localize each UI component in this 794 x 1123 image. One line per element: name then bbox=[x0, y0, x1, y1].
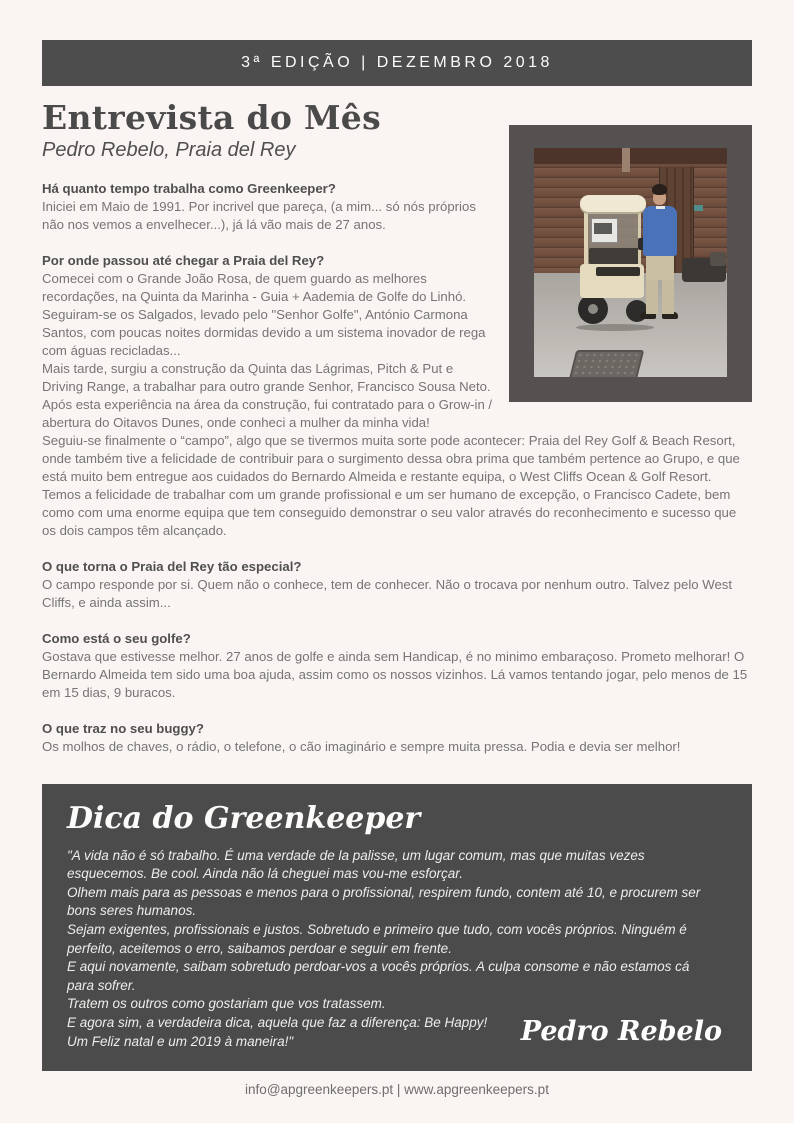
content-area bbox=[42, 98, 752, 1097]
answer-paragraph: Gostava que estivesse melhor. 27 anos de golfe e ainda sem Handicap, é no minimo embaraçoso. Prometo melhorar! O Bernardo Almeida tem sido uma boa ajuda, assim como os nossos vizinhos. Lá vamos tentando jogar, pelo menos de 15 em 15 dias, 9 buracos. bbox=[42, 648, 748, 700]
buggy-roof bbox=[580, 195, 646, 212]
answer-paragraph: Mais tarde, surgiu a construção da Quinta das Lágrimas, Pitch & Put e Driving Range, a trabalhar para outro grande Senhor, Francisco Sousa Neto. bbox=[42, 360, 491, 394]
answer-paragraph: O campo responde por si. Quem não o conhece, tem de conhecer. Não o trocava por nenhum outro. Talvez pelo West Cliffs, e ainda assim... bbox=[42, 576, 733, 610]
signature: Pedro Rebelo bbox=[520, 1015, 722, 1047]
photo-door-sign bbox=[694, 205, 703, 211]
qa-section-buggy bbox=[42, 720, 752, 756]
tip-line: Olhem mais para as pessoas e menos para o profissional, respirem fundo, contem até 10, e procurem ser bons seres humanos. bbox=[67, 884, 701, 919]
person-trousers bbox=[646, 254, 674, 280]
qa-section-especial bbox=[42, 558, 752, 612]
footer-contacts: info@apgreenkeepers.pt | www.apgreenkeepers.pt bbox=[245, 1081, 549, 1097]
interview-photo bbox=[534, 148, 727, 377]
answer-paragraph: Comecei com o Grande João Rosa, de quem guardo as melhores recordações, na Quinta da Marinha - Guia + Aademia de Golfe do Linhó. bbox=[42, 270, 467, 304]
tip-line: Tratem os outros como gostariam que vos tratassem. bbox=[67, 996, 386, 1012]
answer-paragraph: Os molhos de chaves, o rádio, o telefone, o cão imaginário e sempre muita pressa. Podia e devia ser melhor! bbox=[42, 738, 681, 754]
person-hair bbox=[652, 184, 667, 195]
buggy-posted-paper-print bbox=[594, 223, 612, 234]
answer-paragraph: Seguiram-se os Salgados, levado pelo "Senhor Golfe", António Carmona Santos, com poucas noites dormidas devido a um sistema inovador de rega com águas recicladas... bbox=[42, 306, 486, 358]
question: Por onde passou até chegar a Praia del Rey? bbox=[42, 252, 325, 268]
tip-box bbox=[42, 784, 752, 1071]
buggy-wheel-hub bbox=[588, 304, 598, 314]
tip-line: Sejam exigentes, profissionais e justos. Sobretudo e primeiro que tudo, com vocês próprios. Ninguém é perfeito, aceitemos o erro, saibamos perdoar e seguir em frente. bbox=[67, 922, 687, 956]
person-blue-sweater bbox=[643, 206, 677, 256]
tip-box-title: Dica do Greenkeeper bbox=[67, 800, 421, 836]
page-subtitle: Pedro Rebelo, Praia del Rey bbox=[42, 138, 296, 161]
photo-roof-beam bbox=[534, 148, 727, 164]
photo-equipment-pile-2 bbox=[710, 252, 726, 266]
qa-section-golfe bbox=[42, 630, 752, 702]
person-collar bbox=[656, 206, 665, 209]
tip-line: Um Feliz natal e um 2019 à maneira!" bbox=[67, 1033, 294, 1049]
buggy-posted-paper bbox=[591, 218, 618, 243]
photo-frame bbox=[509, 125, 752, 402]
answer-paragraph: Iniciei em Maio de 1991. Por incrivel que pareça, (a mim... só nós próprios não nos vemos a envelhecer...), já lá vão mais de 27 anos. bbox=[42, 198, 476, 232]
tip-line: E agora sim, a verdadeira dica, aquela que faz a diferença: Be Happy! bbox=[67, 1014, 488, 1030]
tip-line: E aqui novamente, saibam sobretudo perdoar-vos a vocês próprios. A culpa consome e não estamos cá para sofrer. bbox=[67, 959, 690, 993]
buggy-rear-wheel bbox=[578, 294, 608, 324]
tip-line: "A vida não é só trabalho. É uma verdade de la palisse, um lugar comum, mas que muitas vezes esquecemos. Be cool. Ainda não lá cheguei mas vou-me esforçar. bbox=[67, 847, 645, 882]
buggy-dashboard bbox=[596, 267, 640, 276]
question: Como está o seu golfe? bbox=[42, 630, 191, 646]
buggy-shadow bbox=[576, 324, 654, 331]
question: O que traz no seu buggy? bbox=[42, 720, 204, 736]
buggy-seat bbox=[589, 248, 639, 264]
edition-banner-text: 3ª EDIÇÃO | DEZEMBRO 2018 bbox=[241, 54, 553, 71]
photo-wall-post bbox=[622, 148, 630, 172]
edition-banner bbox=[42, 40, 752, 86]
person-leg-right bbox=[662, 276, 674, 314]
buggy-rear-pillar bbox=[584, 210, 588, 266]
person-leg-left bbox=[646, 276, 658, 314]
answer-paragraph: Seguiu-se finalmente o “campo”, algo que se tivermos muita sorte pode acontecer: Praia del Rey Golf & Beach Resort, onde também tive a felicidade de contribuir para o surgimento dessa obra prima que também pertence ao Grupo, e que está muito bem entregue aos cuidados do Bernardo Almeida e restante equipa, o West Cliffs Ocean & Golf Resort. Temos a felicidade de trabalhar com um grande profissional e um ser humano de excepção, o Francisco Cadete, bem como com uma enorme equipa que tem conseguido demonstrar o seu valor através do reconhecimento e sucesso que os dois campos têm alcançado. bbox=[42, 432, 740, 538]
question: Há quanto tempo trabalha como Greenkeeper? bbox=[42, 180, 336, 196]
photo-manhole-cover bbox=[568, 350, 644, 377]
question: O que torna o Praia del Rey tão especial? bbox=[42, 558, 302, 574]
page-title: Entrevista do Mês bbox=[42, 98, 381, 137]
answer-paragraph: Após esta experiência na área da construção, fui contratado para o Grow-in / abertura do Oitavos Dunes, onde conheci a mulher da minha vida! bbox=[42, 396, 493, 430]
